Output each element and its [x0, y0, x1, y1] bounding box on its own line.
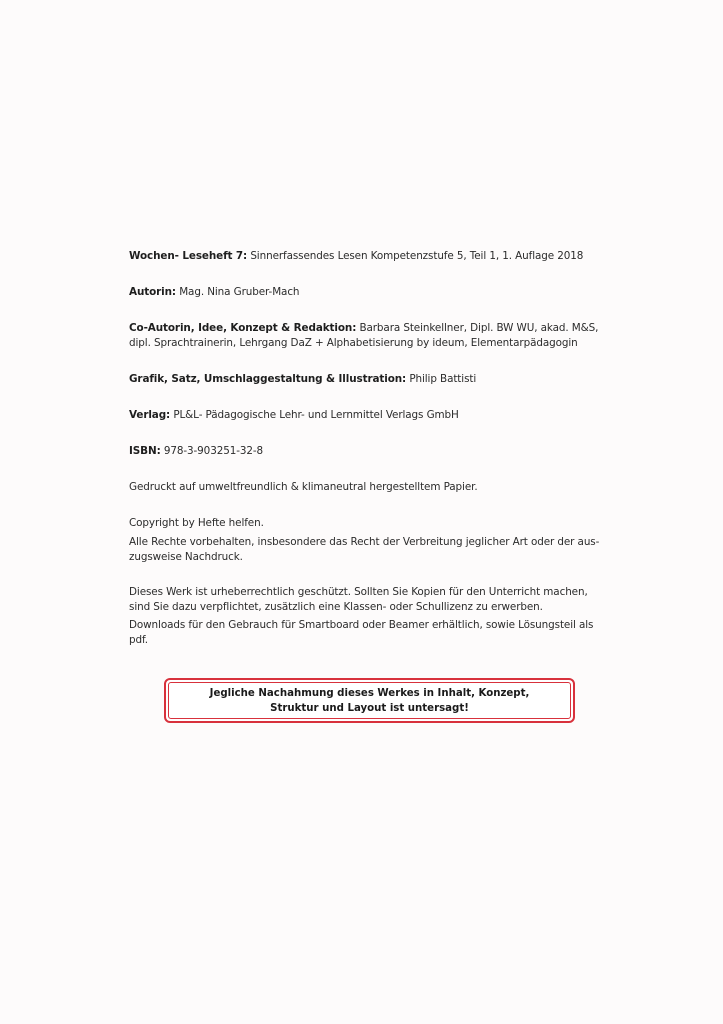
- author-entry: [129, 285, 609, 300]
- warning-inner-frame: [168, 682, 571, 719]
- graphics-label: Grafik, Satz, Umschlaggestaltung & Illustration:: [129, 373, 407, 385]
- paper-note: Gedruckt auf umweltfreundlich & klimaneutral hergestelltem Papier.: [129, 481, 478, 493]
- notice-block: [129, 585, 609, 648]
- graphics-value: Philip Battisti: [409, 373, 477, 385]
- co-author-label: Co-Autorin, Idee, Konzept & Redaktion:: [129, 322, 357, 334]
- co-author-entry: [129, 321, 609, 351]
- warning-line-2: Struktur und Layout ist untersagt!: [270, 702, 469, 714]
- series-entry: [129, 249, 609, 264]
- copyright-title: Copyright by Hefte helfen.: [129, 517, 264, 529]
- publisher-entry: [129, 408, 609, 423]
- isbn-label: ISBN:: [129, 445, 161, 457]
- copyright-rights: Alle Rechte vorbehalten, insbesondere das Recht der Verbreitung jeglicher Art oder der aus-zugsweise Nachdruck.: [129, 536, 600, 563]
- isbn-entry: [129, 444, 609, 459]
- warning-line-1: Jegliche Nachahmung dieses Werkes in Inhalt, Konzept,: [209, 687, 530, 699]
- license-notice: Dieses Werk ist urheberrechtlich geschützt. Sollten Sie Kopien für den Unterricht machen, sind Sie dazu verpflichtet, zusätzlich eine Klassen- oder Schullizenz zu erwerben.: [129, 586, 588, 613]
- isbn-value: 978-3-903251-32-8: [163, 445, 264, 457]
- author-value: Mag. Nina Gruber-Mach: [179, 286, 300, 298]
- warning-box: [164, 678, 575, 723]
- downloads-notice: Downloads für den Gebrauch für Smartboard oder Beamer erhältlich, sowie Lösungsteil als pdf.: [129, 619, 594, 646]
- imprint-content: [129, 249, 609, 648]
- co-author-value: Barbara Steinkellner, Dipl. BW WU, akad. M&S, dipl. Sprachtrainerin, Lehrgang DaZ + Alphabetisierung by ideum, Elementarpädagogin: [129, 322, 599, 349]
- series-label: Wochen- Leseheft 7:: [129, 250, 248, 262]
- series-value: Sinnerfassendes Lesen Kompetenzstufe 5, Teil 1, 1. Auflage 2018: [250, 250, 584, 262]
- publisher-label: Verlag:: [129, 409, 171, 421]
- copyright-block: [129, 516, 609, 565]
- author-label: Autorin:: [129, 286, 176, 298]
- publisher-value: PL&L- Pädagogische Lehr- und Lernmittel Verlags GmbH: [173, 409, 459, 421]
- graphics-entry: [129, 372, 609, 387]
